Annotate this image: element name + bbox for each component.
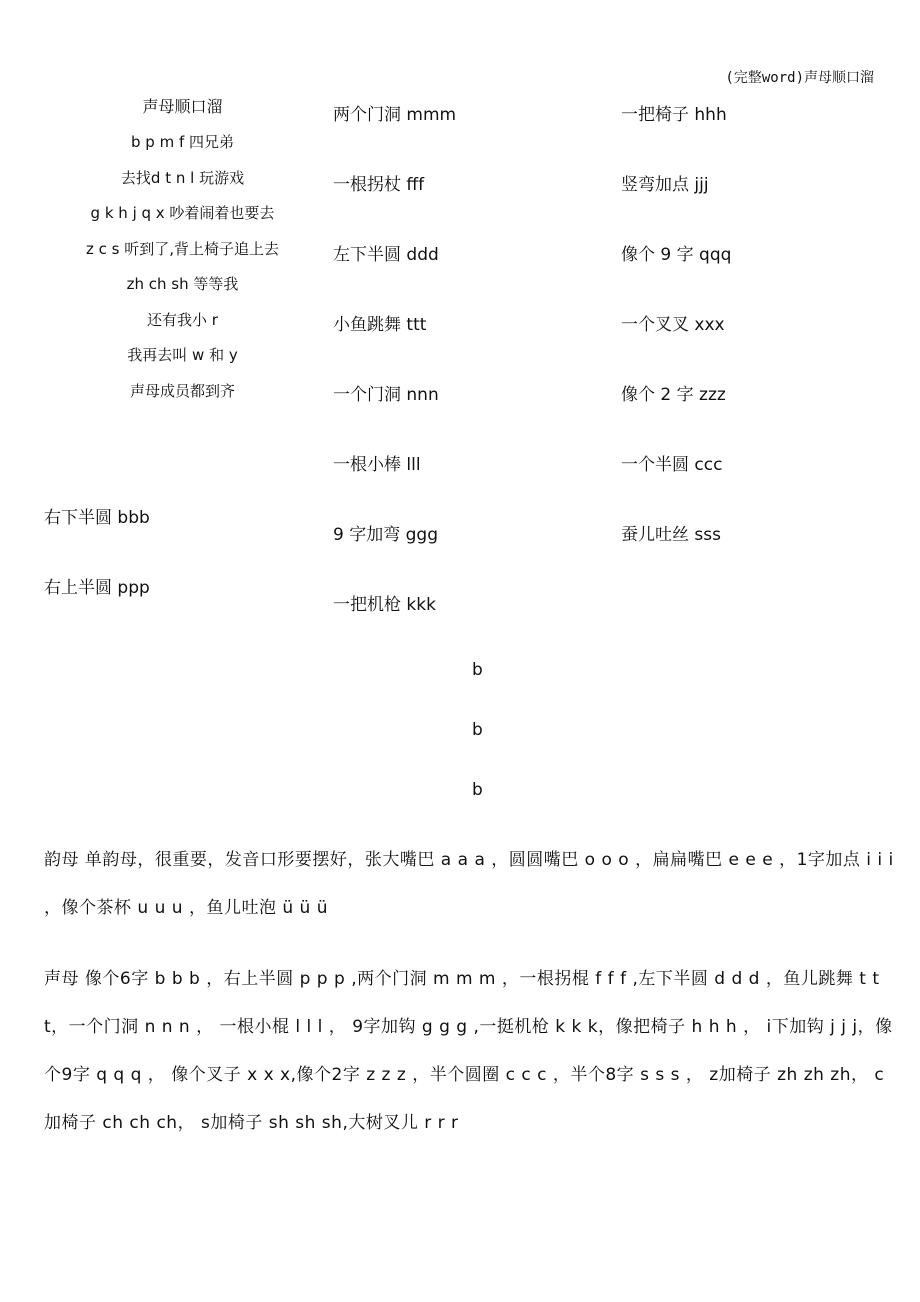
poem-line: zh ch sh 等等我 — [126, 275, 239, 293]
right-item: 一个半圆 ccc — [621, 455, 723, 475]
letter-b: b — [472, 660, 483, 680]
mid-item: 一根小棒 lll — [333, 455, 421, 475]
left-item: 右上半圆 ppp — [44, 578, 150, 598]
poem-line: z c s 听到了,背上椅子追上去 — [85, 239, 279, 258]
mid-item: 一把机枪 kkk — [333, 595, 436, 615]
shengmu-paragraph: 声母 像个6字 b b b ，右上半圆 p p p ,两个门洞 m m m ，一根拐棍 f f f ,左下半圆 d d d ，鱼儿跳舞 t t t，一个门洞 n n n ， 一根小棍 l l l ， 9字加钩 g g g ,一挺机枪 k k k，像把椅子 h h h ， i下加钩 j j j，像个9字 q q q ， 像个叉子 x x x,像个2字 z z z ，半个圆圈 c c c ，半个8字 s s s ， z加椅子 zh zh zh， c加椅子 ch ch ch， s加椅子 sh sh sh,大树叉儿 r r r — [44, 969, 893, 1133]
document-header: (完整word)声母顺口溜 — [725, 70, 874, 86]
left-item: 右下半圆 bbb — [44, 508, 150, 528]
yunmu-paragraph: 韵母 单韵母，很重要，发音口形要摆好，张大嘴巴 a a a ，圆圆嘴巴 o o o ，扁扁嘴巴 e e e ，1字加点 i i i ，像个茶杯 u u u ，鱼儿吐泡 ü ü ü — [44, 850, 894, 918]
mid-item: 两个门洞 mmm — [333, 105, 457, 125]
poem-line: 还有我小 r — [147, 310, 218, 329]
mid-item: 一个门洞 nnn — [333, 385, 439, 405]
right-item: 像个 2 字 zzz — [621, 385, 726, 405]
poem-line: 去找d t n l 玩游戏 — [120, 168, 245, 187]
letter-b: b — [472, 720, 483, 740]
right-item: 一把椅子 hhh — [621, 105, 727, 125]
mid-item: 左下半圆 ddd — [333, 245, 439, 265]
right-item: 一个叉叉 xxx — [621, 315, 725, 335]
poem-line: 我再去叫 w 和 y — [127, 346, 238, 364]
letter-b: b — [472, 780, 483, 800]
mid-item: 一根拐杖 fff — [333, 175, 425, 195]
poem-block — [40, 96, 325, 416]
poem-line: g k h j q x 吵着闹着也要去 — [90, 204, 275, 222]
right-item: 竖弯加点 jjj — [621, 175, 709, 195]
right-item: 蚕儿吐丝 sss — [621, 525, 721, 545]
poem-line: 声母成员都到齐 — [129, 381, 235, 400]
mid-item: 小鱼跳舞 ttt — [333, 315, 427, 335]
mid-item: 9 字加弯 ggg — [333, 525, 438, 545]
poem-line: b p m f 四兄弟 — [130, 133, 234, 151]
poem-title: 声母顺口溜 — [142, 97, 223, 116]
right-item: 像个 9 字 qqq — [621, 245, 732, 265]
